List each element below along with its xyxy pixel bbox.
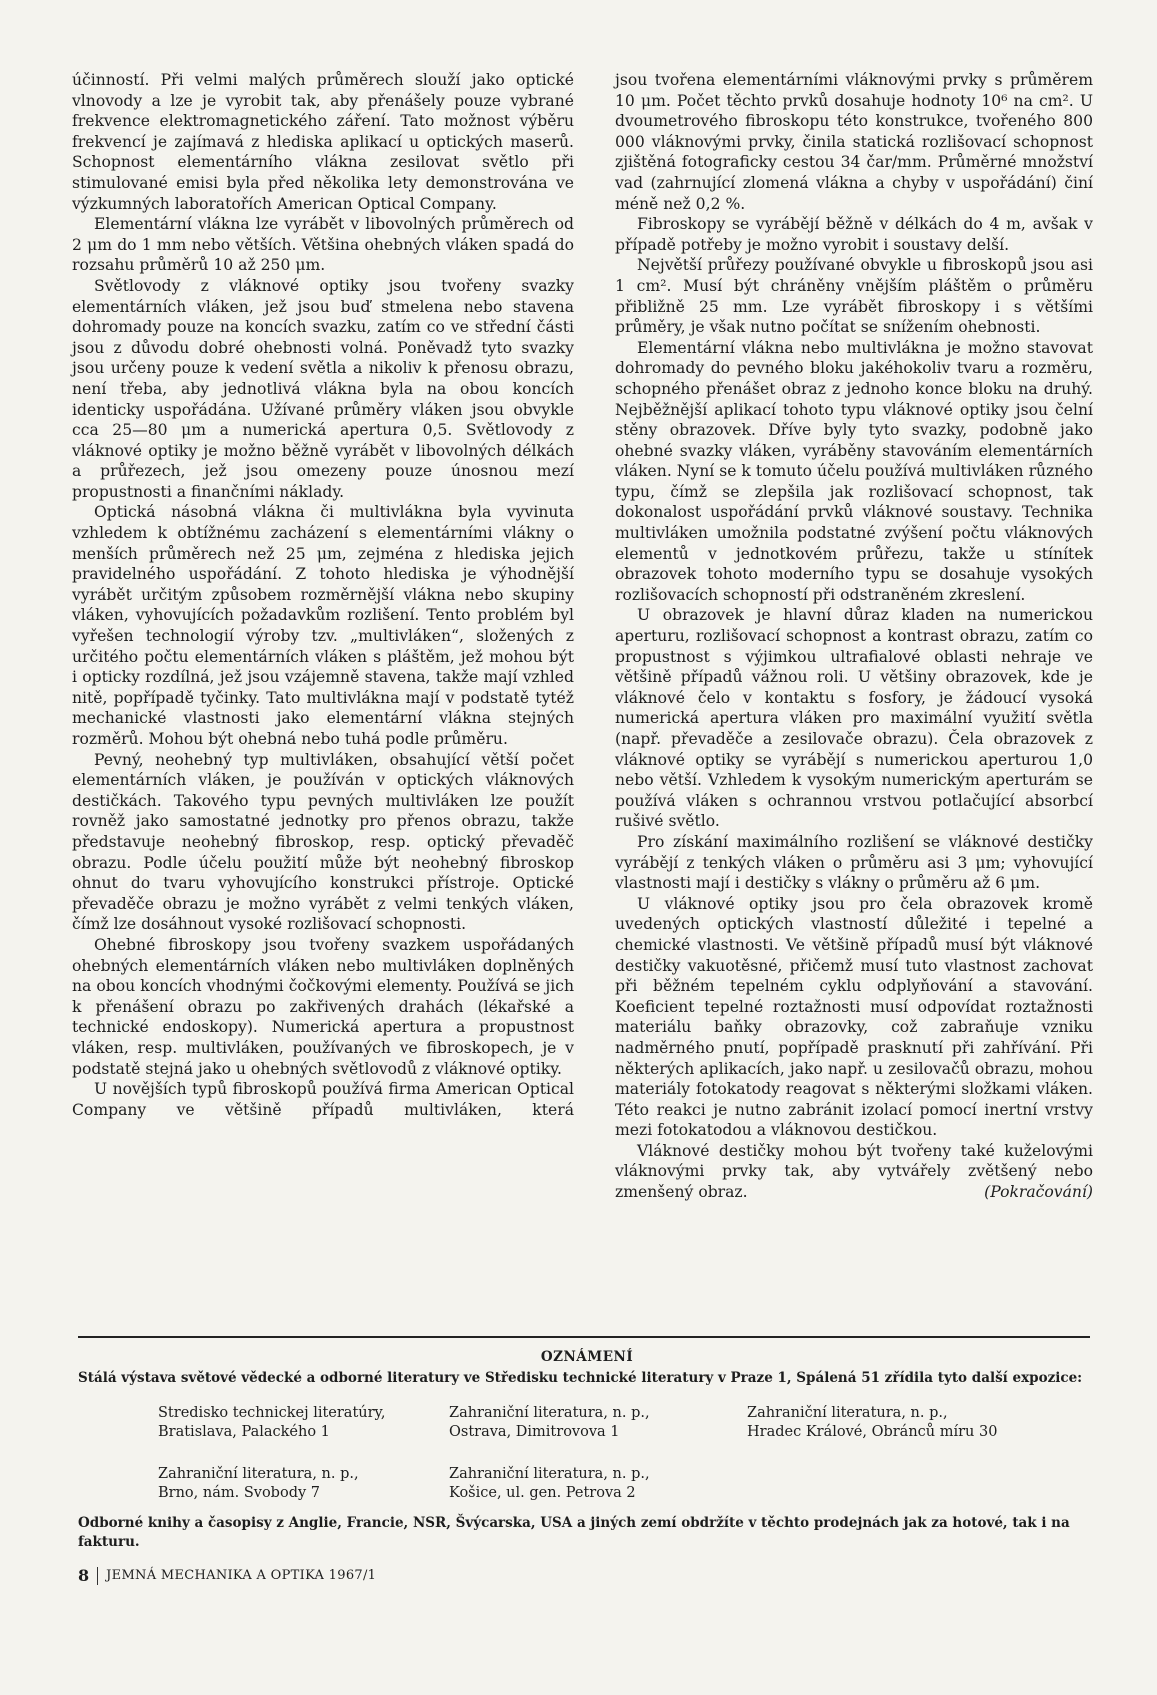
page-number: 8 [78,1566,90,1585]
shop-name: Zahraniční literatura, n. p., [449,1466,650,1482]
shop-address: Hradec Králové, Obránců míru 30 [747,1423,998,1440]
paragraph: Elementární vlákna nebo multivlákna je možno stavovat dohromady do pevného bloku jakéhokoliv tvaru a rozměru, schopného přenášet obraz z jednoho konce bloku na druhý. Nejběžnější aplikací tohoto typu vláknové optiky jsou čelní stěny obrazovek. Dříve byly tyto svazky, podobně jako ohebné svazky vláken, vyráběny stavováním elementárních vláken. Nyní se k tomuto účelu používá multivláken různého typu, čímž se zlepšila jak rozlišovací schopnost, tak dokonalost uspořádání prvků vláknové soustavy. Technika multivláken umožnila podstatné zvýšení počtu vláknových elementů v jednotkovém průřezu, takže u stínítek obrazovek tohoto moderního typu se dosahuje vysokých rozlišovacích schopností při odstraněném zkreslení. [615,338,1093,604]
continuation-mark: (Pokračování) [984,1183,1093,1202]
paragraph: účinností. Při velmi malých průměrech slouží jako optické vlnovody a lze je vyrobit tak, aby přenášely pouze vybrané frekvence elektromagnetického záření. Tato možnost výběru frekvencí je zajímavá z hlediska aplikací u optických maserů. Schopnost elementárního vlákna zesilovat světlo při stimulované emisi byla před několika lety demonstrována ve výzkumných laboratořích American Optical Company. [72,71,574,213]
page-footer [78,1566,376,1585]
notice-title: OZNÁMENÍ [540,1349,634,1365]
paragraph: Optická násobná vlákna či multivlákna byla vyvinuta vzhledem k obtížnému zacházení s elementárními vlákny o menších průměrech než 25 μm, zejména z hlediska jejich pravidelného uspořádání. Z tohoto hlediska je výhodnější vyrábět určitým způsobem rozměrnější vlákna nebo skupiny vláken, vyhovujících požadavkům rozlišení. Tento problém byl vyřešen technologií výroby tzv. „multivláken“, složených z určitého počtu elementárních vláken s pláštěm, jež mohou být i opticky rozdílná, jež jsou vzájemně stavena, takže mají vzhled nitě, popřípadě tyčinky. Tato multivlákna mají v podstatě tytéž mechanické vlastnosti jako elementární vlákna stejných rozměrů. Mohou být ohebná nebo tuhá podle průměru. [72,503,574,748]
shop-address: Bratislava, Palackého 1 [158,1423,330,1440]
notice-footer-text: Odborné knihy a časopisy z Anglie, Francie, NSR, Švýcarska, USA a jiných zemí obdržíte v těchto prodejnách jak za hotové, tak i na fakturu. [78,1515,1070,1550]
paragraph: Ohebné fibroskopy jsou tvořeny svazkem uspořádaných ohebných elementárních vláken nebo multivláken doplněných na obou koncích vhodnými čočkovými elementy. Používá se jich k přenášení obrazu po zakřivených drahách (lékařské a technické endoskopy). Numerická apertura a propustnost vláken, resp. multivláken, používaných ve fibroskopech, je v podstatě stejná jako u ohebných světlovodů z vláknové optiky. [72,935,574,1078]
shop-entry [158,1404,418,1441]
shop-address: Brno, nám. Svobody 7 [158,1484,320,1501]
shop-entry [158,1465,418,1502]
paragraph [615,1141,1093,1203]
paragraph: U vláknové optiky jsou pro čela obrazovek kromě uvedených optických vlastností důležité i tepelné a chemické vlastnosti. Ve většině případů musí být vláknové destičky vakuotěsné, přičemž musí tuto vlastnost zachovat při běžném tepelném cyklu odplyňování a stavování. Koeficient tepelné roztažnosti musí odpovídat roztažnosti materiálu baňky obrazovky, což zabraňuje vzniku nadměrného pnutí, popřípadě prasknutí při zahřívání. Při některých aplikacích, jako např. u zesilovačů obrazu, mohou materiály fotokatody reagovat s některými složkami vláken. Této reakci je nutno zabránit izolací pomocí inertní vrstvy mezi fotokatodou a vláknovou destičkou. [615,894,1093,1140]
paragraph: U obrazovek je hlavní důraz kladen na numerickou aperturu, rozlišovací schopnost a kontrast obrazu, zatím co propustnost s výjimkou ultrafialové oblasti nehraje ve většině případů vážnou roli. U většiny obrazovek, kde je vláknové čelo v kontaktu s fosfory, je žádoucí vysoká numerická apertura vláken pro maximální využití světla (např. převaděče a zesilovače obrazu). Čela obrazovek z vláknové optiky se vyrábějí s numerickou aperturou 1,0 nebo větší. Vzhledem k vysokým numerickým aperturám se používá vláken s ochrannou vrstvou potlačující absorbcí rušivé světlo. [615,606,1093,831]
shop-entry [747,1404,1007,1441]
shop-name: Stredisko technickej literatúry, [158,1405,386,1421]
shop-name: Zahraniční literatura, n. p., [449,1405,650,1421]
notice-intro: Stálá výstava světové vědecké a odborné literatury ve Středisku technické literatury v Praze 1, Spálená 51 zřídila tyto další expozice: [78,1370,1083,1386]
article-right-column [615,70,1093,1203]
paragraph-text: Vláknové destičky mohou být tvořeny také kuželovými vláknovými prvky tak, aby vytvářely zvětšený nebo zmenšený obraz. [615,1141,1093,1202]
paragraph: Pevný, neohebný typ multivláken, obsahující větší počet elementárních vláken, je používán v optických vláknových destičkách. Takového typu pevných multivláken lze použít rovněž jako samostatné jednotky pro přenos obrazu, takže představuje neohebný fibroskop, resp. optický převaděč obrazu. Podle účelu použití může být neohebný fibroskop ohnut do tvaru vyhovujícího konstrukci přístroje. Optické převaděče obrazu je možno vyrábět z velmi tenkých vláken, čímž lze dosáhnout vysoké rozlišovací schopnosti. [72,750,574,934]
shop-name: Zahraniční literatura, n. p., [158,1466,359,1482]
shop-address: Košice, ul. gen. Petrova 2 [449,1484,636,1501]
shop-list [78,1388,1096,1514]
paragraph: U novějších typů fibroskopů používá firma American Optical Company ve většině případů multivláken, která [72,1080,574,1119]
shop-name: Zahraniční literatura, n. p., [747,1405,948,1421]
paragraph: Elementární vlákna lze vyrábět v libovolných průměrech od 2 μm do 1 mm nebo větších. Většina ohebných vláken spadá do rozsahu průměrů 10 až 250 μm. [72,215,574,275]
paragraph: Největší průřezy používané obvykle u fibroskopů jsou asi 1 cm². Musí být chráněny vnějším pláštěm o průměru přibližně 25 mm. Lze vyrábět fibroskopy i s většími průměry, je však nutno počítat se snížením ohebnosti. [615,256,1093,337]
paragraph: Pro získání maximálního rozlišení se vláknové destičky vyrábějí z tenkých vláken o průměru asi 3 μm; vyhovující vlastnosti mají i destičky s vlákny o průměru až 6 μm. [615,832,1093,893]
shop-address: Ostrava, Dimitrovova 1 [449,1423,620,1440]
journal-name: JEMNÁ MECHANIKA A OPTIKA 1967/1 [106,1568,377,1583]
article-left-column [72,70,574,1120]
shop-entry [449,1404,709,1441]
section-divider [78,1336,1090,1338]
paragraph: Fibroskopy se vyrábějí běžně v délkách do 4 m, avšak v případě potřeby je možno vyrobit i soustavy delší. [615,215,1093,254]
notice-box [78,1348,1096,1551]
footer-divider [97,1567,98,1585]
paragraph: Světlovody z vláknové optiky jsou tvořeny svazky elementárních vláken, jež jsou buď stmelena nebo stavena dohromady pouze na koncích svazku, zatím co ve střední části jsou z důvodu dobré ohebnosti volná. Poněvadž tyto svazky jsou určeny pouze k vedení světla a nikoliv k přenosu obrazu, není třeba, aby jednotlivá vlákna byla na obou koncích identicky uspořádána. Užívané průměry vláken jsou obvykle cca 25—80 μm a numerická apertura 0,5. Světlovody z vláknové optiky je možno běžně vyrábět v libovolných délkách a průřezech, jež jsou omezeny pouze únosnou mezí propustnosti a finančními náklady. [72,276,574,501]
paragraph: jsou tvořena elementárními vláknovými prvky s průměrem 10 μm. Počet těchto prvků dosahuje hodnoty 10⁶ na cm². U dvoumetrového fibroskopu této konstrukce, tvořeného 800 000 vláknovými prvky, činila statická rozlišovací schopnost zjištěná fotograficky cestou 34 čar/mm. Průměrné množství vad (zahrnující zlomená vlákna a chyby v uspořádání) činí méně než 0,2 %. [615,71,1093,213]
shop-entry [449,1465,709,1502]
